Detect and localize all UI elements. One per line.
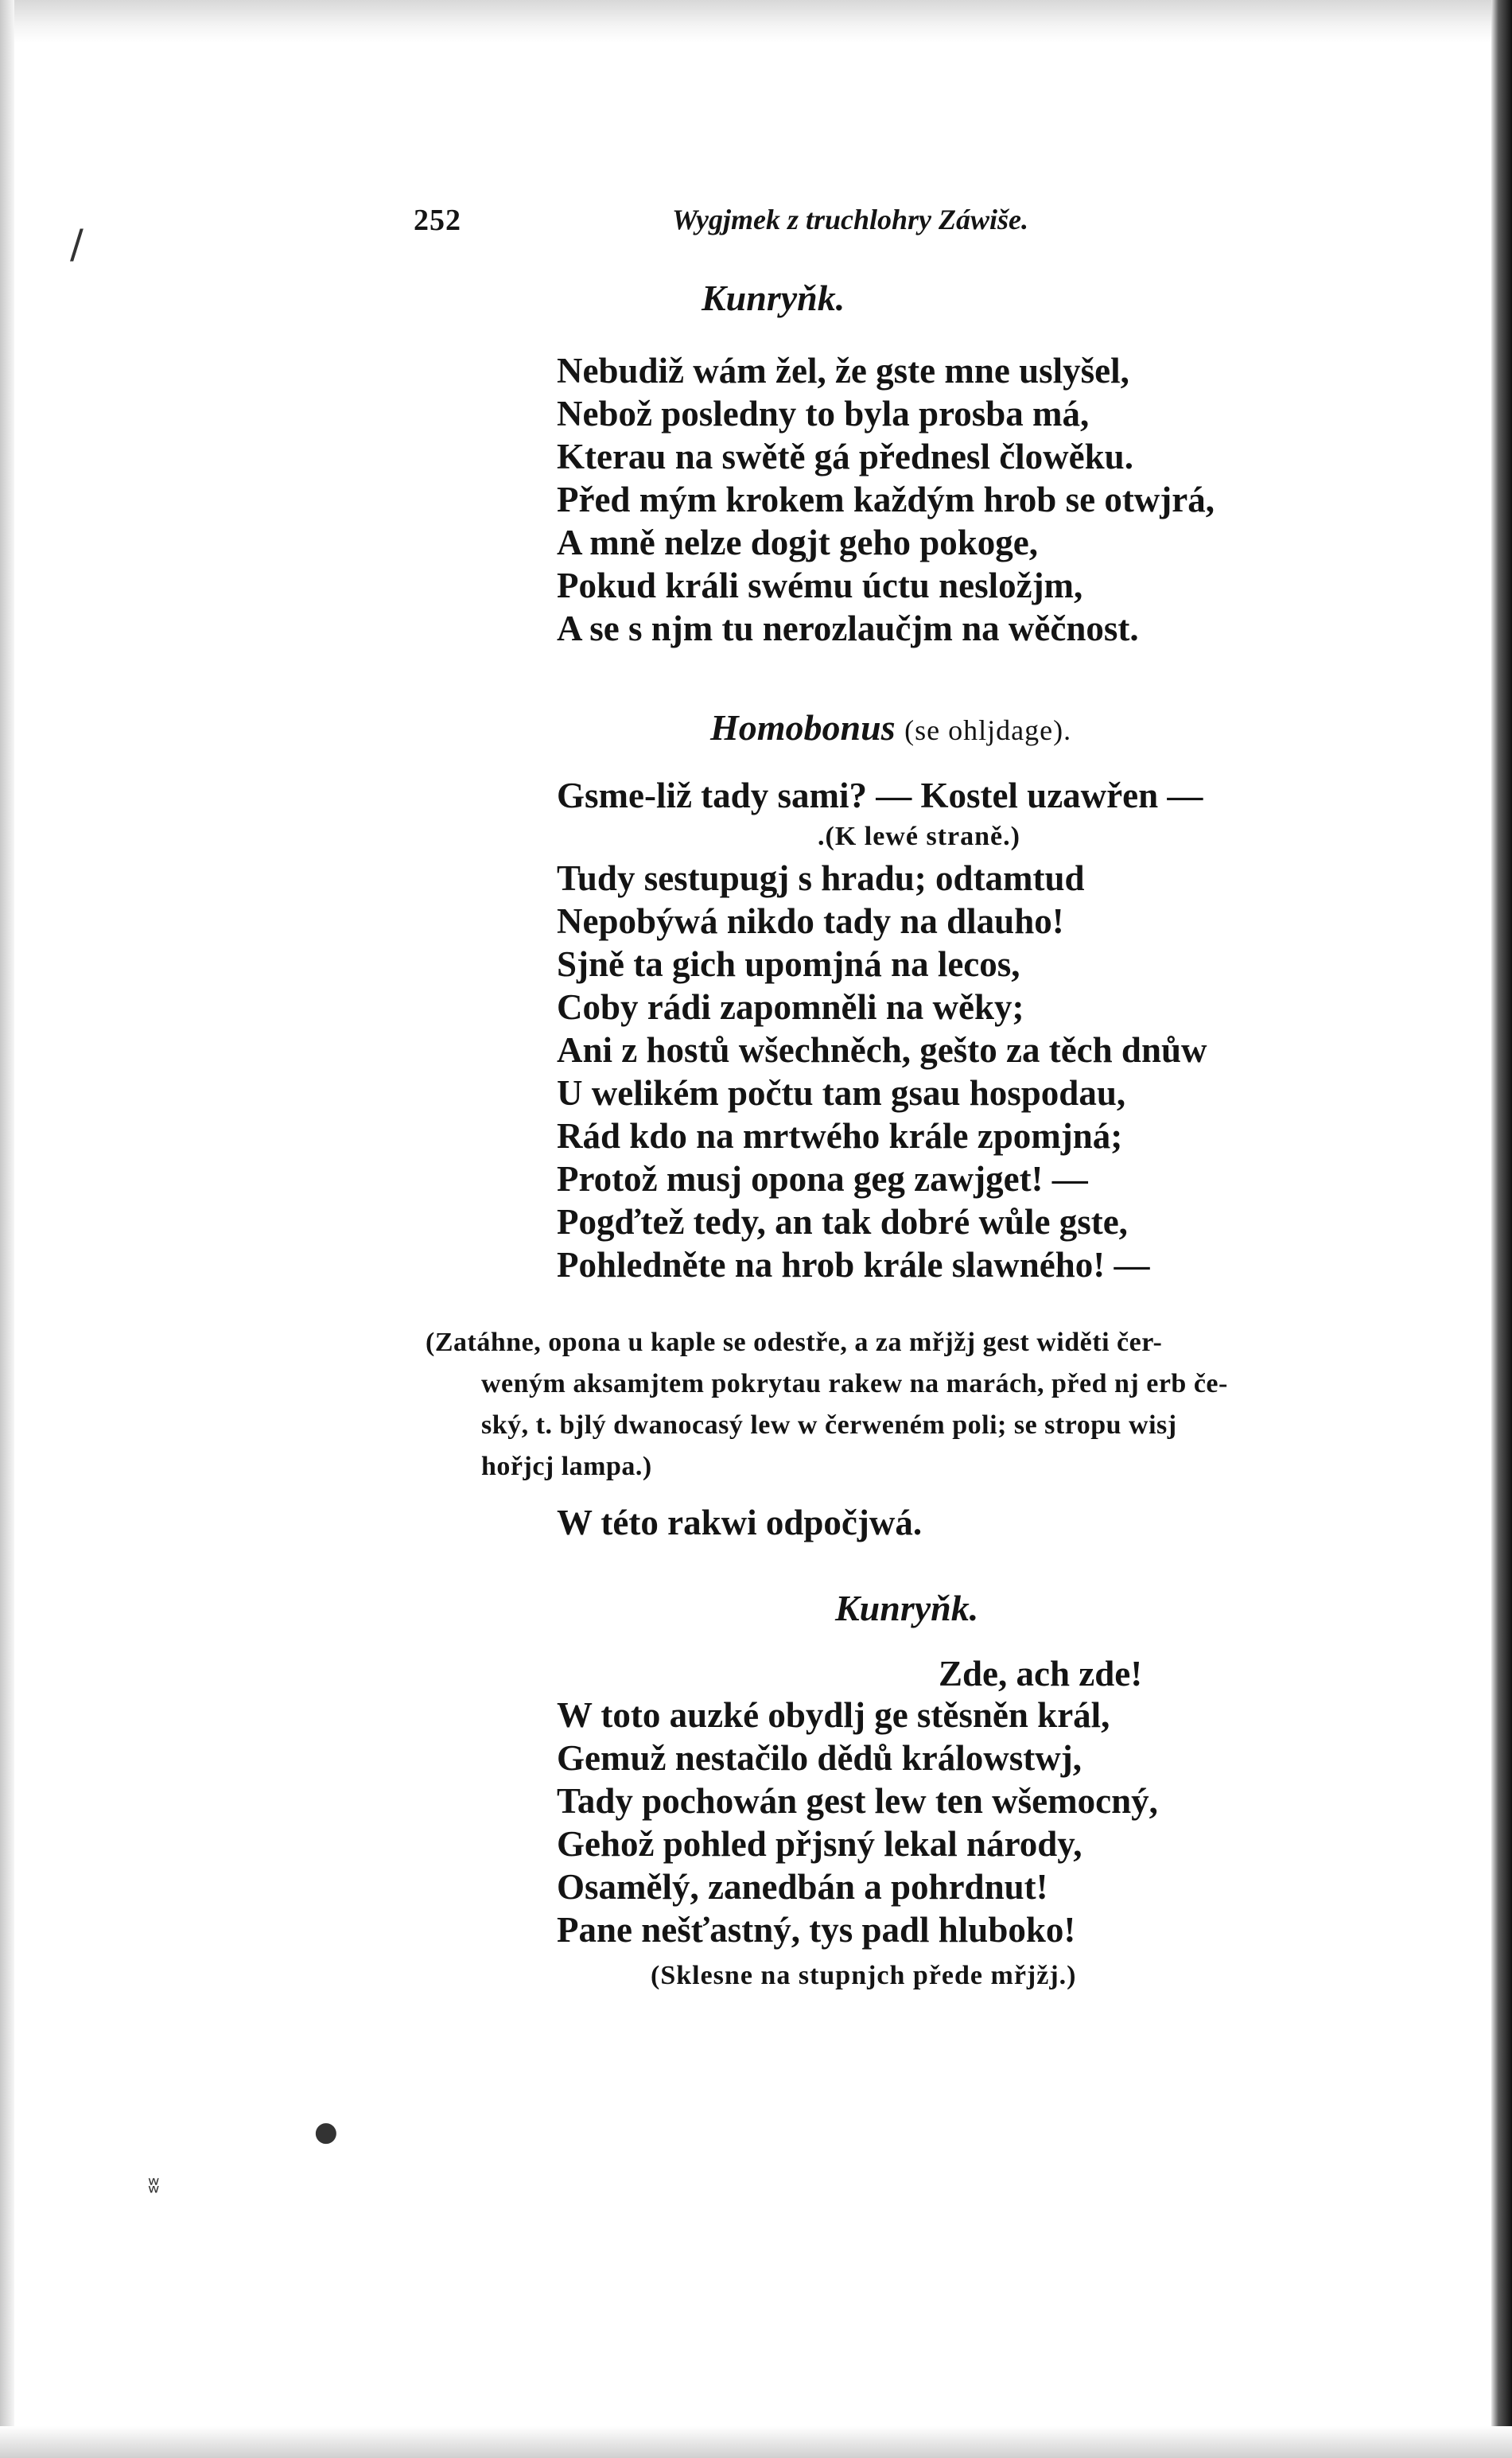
speaker-name: Kunryňk.	[702, 278, 845, 318]
speaker-label: Homobonus	[710, 707, 896, 748]
speaker-aside: (se ohljdage).	[904, 714, 1072, 746]
scan-edge-top	[0, 0, 1512, 43]
stage-direction-line: weným aksamjtem pokrytau rakew na marách, před nj erb če-	[481, 1369, 1228, 1398]
verse-line: Pane nešťastný, tys padl hluboko!	[557, 1910, 1076, 1950]
scan-edge-left	[0, 0, 14, 2458]
verse-line: Osamělý, zanedbán a pohrdnut!	[557, 1867, 1048, 1907]
verse-line: Coby rádi zapomněli na wěky;	[557, 987, 1024, 1027]
stage-direction-inline: (Sklesne na stupnjch přede mřjžj.)	[651, 1961, 1077, 1990]
page-header	[414, 203, 1129, 251]
scan-edge-right	[1491, 0, 1512, 2458]
page-number: 252	[414, 204, 461, 237]
verse-line: W této rakwi odpočjwá.	[557, 1503, 923, 1542]
verse-line: Gsme-liž tady sami? — Kostel uzawřen —	[557, 776, 1203, 815]
verse-line: Nebudiž wám žel, že gste mne uslyšel,	[557, 351, 1129, 391]
verse-line: Tudy sestupugj s hradu; odtamtud	[557, 858, 1085, 898]
speaker-name	[710, 706, 1071, 749]
stage-direction-inline: .(K lewé straně.)	[818, 822, 1020, 851]
verse-line: Gemuž nestačilo dědů králowstwj,	[557, 1738, 1082, 1778]
verse-line: Zde, ach zde!	[939, 1654, 1143, 1694]
margin-mark-icon: ʬ	[148, 2172, 160, 2198]
verse-line: Sjně ta gich upomjná na lecos,	[557, 944, 1020, 984]
verse-line: A se s njm tu nerozlaučjm na wěčnost.	[557, 609, 1139, 648]
verse-line: Tady pochowán gest lew ten wšemocný,	[557, 1781, 1158, 1821]
verse-line: Pohledněte na hrob krále slawného! —	[557, 1245, 1150, 1285]
scan-edge-bottom	[0, 2426, 1512, 2458]
verse-line: Pokud králi swému úctu nesložjm,	[557, 566, 1083, 605]
stage-direction-line: (Zatáhne, opona u kaple se odestře, a za mřjžj gest widěti čer-	[426, 1328, 1163, 1357]
verse-line: U welikém počtu tam gsau hospodau,	[557, 1073, 1126, 1113]
verse-line: Nebož posledny to byla prosba má,	[557, 394, 1090, 434]
stage-direction	[426, 1322, 1412, 1488]
verse-line: W toto auzké obydlj ge stěsněn král,	[557, 1695, 1110, 1735]
speaker-name: Kunryňk.	[835, 1588, 979, 1628]
stage-direction-line: hořjcj lampa.)	[481, 1452, 652, 1481]
running-head: Wygjmek z truchlohry Záwiše.	[672, 204, 1029, 235]
verse-line: A mně nelze dogjt geho pokoge,	[557, 523, 1038, 562]
verse-line: Rád kdo na mrtwého krále zpomjná;	[557, 1116, 1123, 1156]
verse-line: Kterau na swětě gá přednesl člowěku.	[557, 437, 1133, 476]
stage-direction-line: ský, t. bjlý dwanocasý lew w čerweném poli; se stropu wisj	[481, 1410, 1177, 1440]
verse-line: Pogďtež tedy, an tak dobré wůle gste,	[557, 1202, 1128, 1242]
verse-line: Gehož pohled přjsný lekal národy,	[557, 1824, 1082, 1864]
verse-line: Protož musj opona geg zawjget! —	[557, 1159, 1088, 1199]
margin-mark-icon: /	[70, 221, 84, 267]
verse-line: Nepobýwá nikdo tady na dlauho!	[557, 901, 1064, 941]
dot-mark-icon: ●	[314, 2116, 338, 2148]
verse-line: Ani z hostů wšechněch, gešto za těch dnůw	[557, 1030, 1207, 1070]
verse-line: Před mým krokem každým hrob se otwjrá,	[557, 480, 1215, 519]
